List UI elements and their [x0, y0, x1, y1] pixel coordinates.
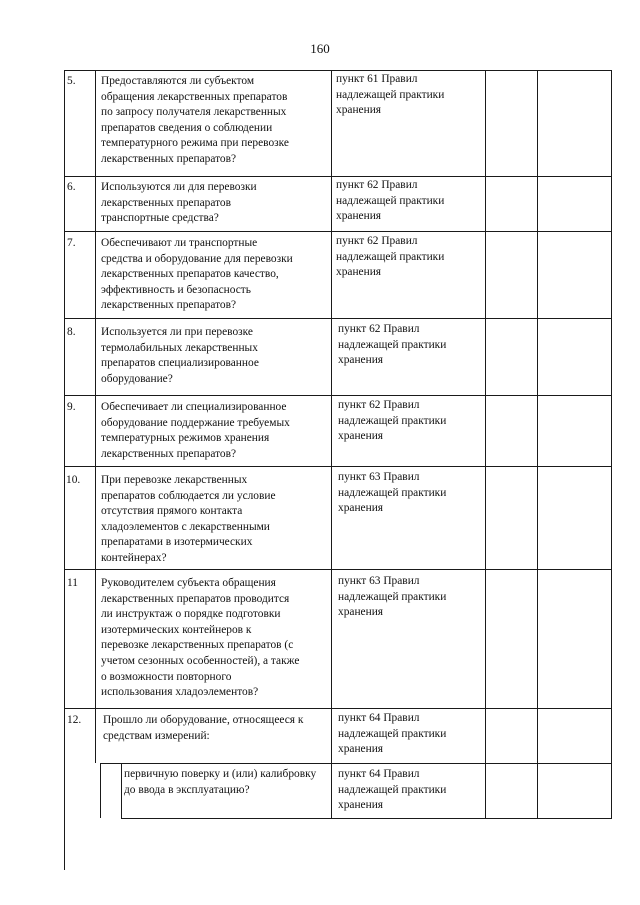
legal-reference: пункт 64 Правил надлежащей практики хранения: [338, 712, 447, 756]
legal-reference: пункт 63 Правил надлежащей практики хранения: [338, 471, 447, 515]
legal-reference: пункт 64 Правил надлежащей практики хранения: [338, 768, 447, 812]
column-border: [611, 70, 612, 818]
legal-reference: пункт 63 Правил надлежащей практики хранения: [338, 575, 447, 619]
question-text: Обеспечивает ли специализированное оборудование поддержание требуемых температурных режимов хранения лекарственных препаратов?: [101, 401, 290, 460]
column-border: [121, 763, 122, 818]
question-text: Используется ли при перевозке термолабильных лекарственных препаратов специализированное оборудование?: [101, 326, 259, 385]
row-border: [100, 763, 612, 764]
row-border: [64, 318, 612, 319]
row-number: 8.: [67, 326, 76, 338]
row-border: [64, 708, 612, 709]
legal-reference: пункт 61 Правил надлежащей практики хранения: [336, 73, 445, 117]
column-border: [485, 70, 486, 818]
row-border: [64, 231, 612, 232]
row-border: [64, 70, 612, 71]
question-text: Руководителем субъекта обращения лекарственных препаратов проводится ли инструктаж о порядке подготовки изотермических контейнеров к перевозке лекарственных препаратов (с учетом сезонных особенностей), а также о возможности повторного использования хладоэлементов?: [101, 577, 300, 699]
question-text: Используются ли для перевозки лекарственных препаратов транспортные средства?: [101, 181, 257, 225]
column-border: [64, 70, 65, 870]
column-border: [100, 763, 101, 818]
page-number: 160: [310, 41, 330, 56]
row-number: 10.: [66, 474, 81, 486]
row-number: 5.: [67, 75, 76, 87]
legal-reference: пункт 62 Правил надлежащей практики хранения: [338, 399, 447, 443]
question-text: Прошло ли оборудование, относящееся к средствам измерений:: [103, 714, 304, 742]
row-border: [64, 466, 612, 467]
row-number: 7.: [67, 237, 76, 249]
column-border: [95, 70, 96, 763]
row-border: [64, 569, 612, 570]
legal-reference: пункт 62 Правил надлежащей практики хранения: [338, 323, 447, 367]
row-number: 11: [67, 577, 78, 589]
legal-reference: пункт 62 Правил надлежащей практики хранения: [336, 235, 445, 279]
row-number: 6.: [67, 181, 76, 193]
row-border: [64, 176, 612, 177]
question-text: Предоставляются ли субъектом обращения лекарственных препаратов по запросу получателя лекарственных препаратов сведения о соблюдении температурного режима при перевозке лекарственных препаратов?: [101, 75, 289, 165]
column-border: [331, 70, 332, 818]
row-border: [121, 818, 612, 819]
legal-reference: пункт 62 Правил надлежащей практики хранения: [336, 179, 445, 223]
row-number: 9.: [67, 401, 76, 413]
question-text: При перевозке лекарственных препаратов соблюдается ли условие отсутствия прямого контакта хладоэлементов с лекарственными препаратами в изотермических контейнерах?: [101, 474, 276, 564]
row-border: [64, 395, 612, 396]
question-text: Обеспечивают ли транспортные средства и оборудование для перевозки лекарственных препаратов качество, эффективность и безопасность лекарственных препаратов?: [101, 237, 293, 312]
column-border: [537, 70, 538, 818]
question-text: первичную поверку и (или) калибровку до ввода в эксплуатацию?: [124, 768, 317, 796]
row-number: 12.: [67, 714, 82, 726]
